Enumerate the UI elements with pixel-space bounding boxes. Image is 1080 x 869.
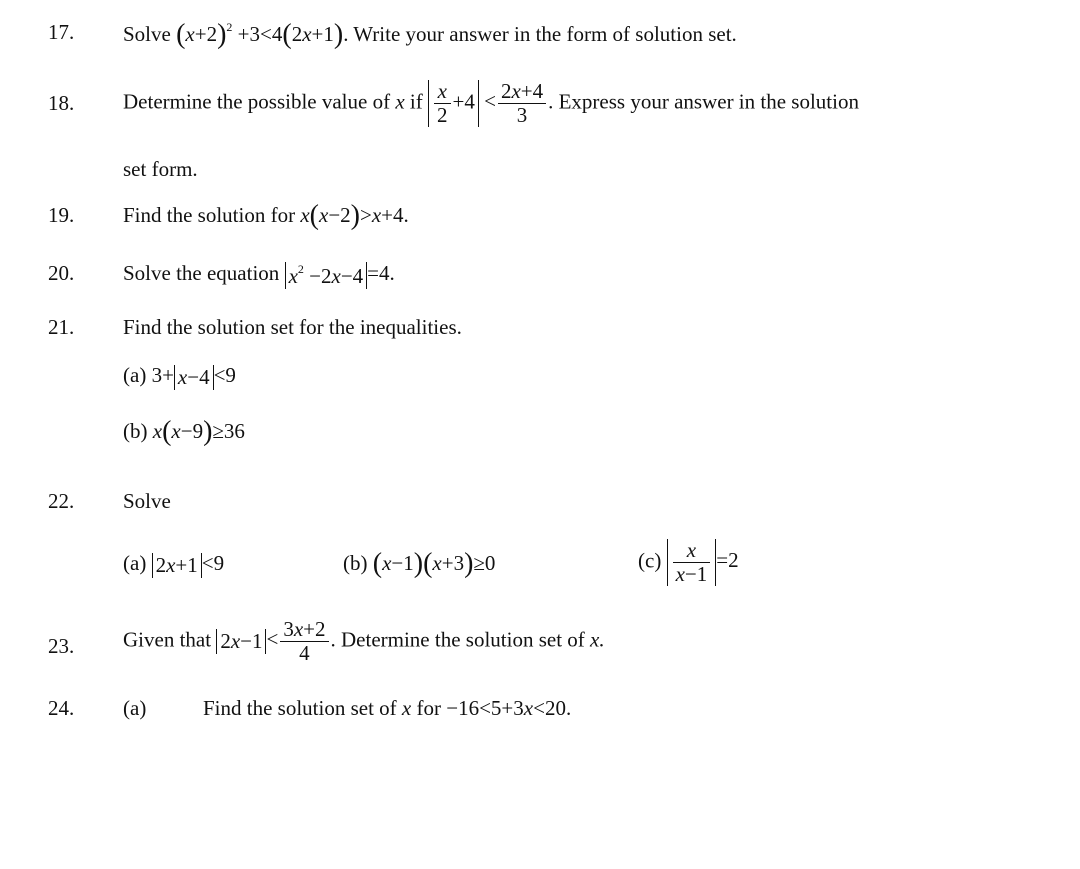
equation-17: $(x+2)^2 +3<4(2x+1)$	[176, 19, 344, 50]
equation-22b: (x−1)(x+3)≥0	[372, 548, 496, 579]
question-number: 19.	[48, 203, 75, 227]
question-22-parts	[0, 539, 1080, 599]
question-number: 17.	[48, 20, 75, 44]
part-label: (b)	[123, 419, 148, 443]
question-text: Solve $(x+2)^2 +3<4(2x+1)$. Write your answer in the form of solution set.	[123, 19, 737, 50]
equation-21b: x(x−9)≥36	[152, 416, 245, 447]
question-text: Solve	[123, 489, 171, 513]
question-text: Given that 2x−1 < $\frac{3x+2}{4}$ . Determine the solution set of x.	[123, 617, 605, 666]
equation-24a: −16<5+3x<20.	[446, 696, 572, 720]
equation-22a: 2x+1 <9	[152, 551, 225, 575]
question-number: 24.	[48, 696, 75, 720]
part-label: (b)	[343, 551, 368, 575]
equation-21a: 3+ x−4 <9	[151, 363, 236, 389]
question-number: 20.	[48, 261, 75, 285]
equation-19: x(x−2)>x+4.	[300, 200, 409, 231]
question-22c	[638, 539, 739, 586]
question-22b	[343, 548, 496, 579]
question-number: 23.	[48, 634, 75, 658]
question-number: 21.	[48, 315, 75, 339]
question-text: Solve the equation $x^2 -2x-4 =4$.	[123, 261, 395, 288]
question-text: Find the solution set for the inequalities.	[123, 315, 462, 339]
question-text: Find the solution for x(x−2)>x+4.	[123, 200, 409, 231]
question-text: Find the solution set of x for −16<5+3x<20.	[203, 696, 572, 720]
question-text: Determine the possible value of x if $\frac{x}{2}$ +4 < $\frac{2x+4}{3}$ . Express your answer in the solution	[123, 79, 859, 128]
equation-18: $\frac{x}{2}$ +4 < $\frac{2x+4}{3}$	[428, 89, 548, 113]
equation-23: 2x−1 < $\frac{3x+2}{4}$	[216, 627, 330, 651]
part-label: (a)	[123, 363, 147, 387]
part-label: (c)	[638, 548, 662, 573]
equation-20: $x^2 -2x-4 =4$.	[285, 261, 395, 285]
question-number: 22.	[48, 489, 75, 513]
equation-22c: $\frac{x}{x-1}$ =2	[667, 548, 739, 572]
question-number: 18.	[48, 91, 75, 115]
question-22a	[123, 551, 224, 578]
part-label: (a)	[123, 696, 147, 720]
part-label: (a)	[123, 551, 147, 575]
